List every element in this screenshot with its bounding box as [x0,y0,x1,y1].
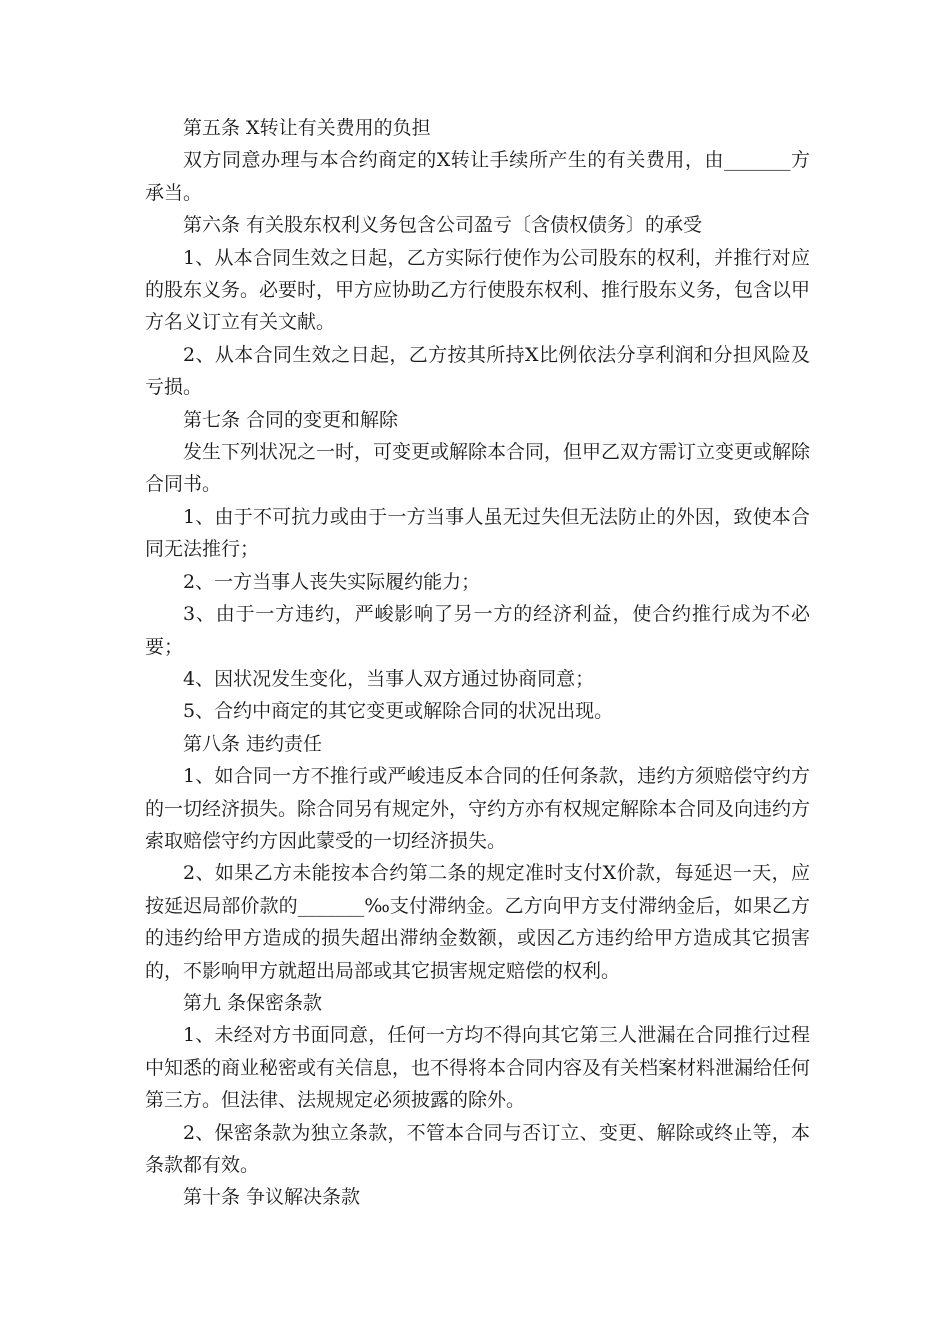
article-9-clause-2: 2、保密条款为独立条款，不管本合同与否订立、变更、解除或终止等，本条款都有效。 [145,1121,810,1176]
article-5-clause: 双方同意办理与本合约商定的X转让手续所产生的有关费用，由_______方承当。 [145,149,810,204]
article-5-heading: 第五条 X转让有关费用的负担 [183,117,431,139]
article-7-clause-1: 1、由于不可抗力或由于一方当事人虽无过失但无法防止的外因，致使本合同无法推行； [145,505,810,561]
article-6-clause-1: 1、从本合同生效之日起，乙方实际行使作为公司股东的权利，并推行对应的股东义务。必要时，甲方应协助乙方行使股东权利、推行股东义务，包含以甲方名义订立有关文献。 [145,246,811,334]
article-9-clause-1: 1、未经对方书面同意，任何一方均不得向其它第三人泄漏在合同推行过程中知悉的商业秘密或有关信息，也不得将本合同内容及有关档案材料泄漏给任何第三方。但法律、法规规定必须披露的除外。 [145,1024,811,1112]
article-9-heading: 第九 条保密条款 [183,991,323,1014]
article-7-intro: 发生下列状况之一时，可变更或解除本合同，但甲乙双方需订立变更或解除合同书。 [145,441,811,496]
article-7-heading: 第七条 合同的变更和解除 [183,408,399,431]
article-10-heading: 第十条 争议解决条款 [183,1186,361,1209]
article-7-clause-3: 3、由于一方违约，严峻影响了另一方的经济利益，使合约推行成为不必要； [145,603,810,658]
article-7-clause-4: 4、因状况发生变化，当事人双方通过协商同意； [183,667,595,690]
document-body [145,112,810,1214]
article-7-clause-5: 5、合约中商定的其它变更或解除合同的状况出现。 [183,700,614,723]
article-6-heading: 第六条 有关股东权利义务包含公司盈亏〔含债权债务〕的承受 [183,214,703,237]
article-7-clause-2: 2、一方当事人丧失实际履约能力； [183,570,481,593]
article-8-clause-2: 2、如果乙方未能按本合约第二条的规定准时支付X价款，每延迟一天，应按延迟局部价款的_______‰支付滞纳金。乙方向甲方支付滞纳金后，如果乙方的违约给甲方造成的损失超出滞纳金数额，或因乙方违约给甲方造成其它损害的，不影响甲方就超出局部或其它损害规定赔偿的权利。 [145,862,810,982]
article-8-heading: 第八条 违约责任 [183,732,323,755]
article-6-clause-2: 2、从本合同生效之日起，乙方按其所持X比例依法分享利润和分担风险及亏损。 [145,343,810,399]
article-8-clause-1: 1、如合同一方不推行或严峻违反本合同的任何条款，违约方须赔偿守约方的一切经济损失。除合同另有规定外，守约方亦有权规定解除本合同及向违约方索取赔偿守约方因此蒙受的一切经济损失。 [145,765,811,852]
